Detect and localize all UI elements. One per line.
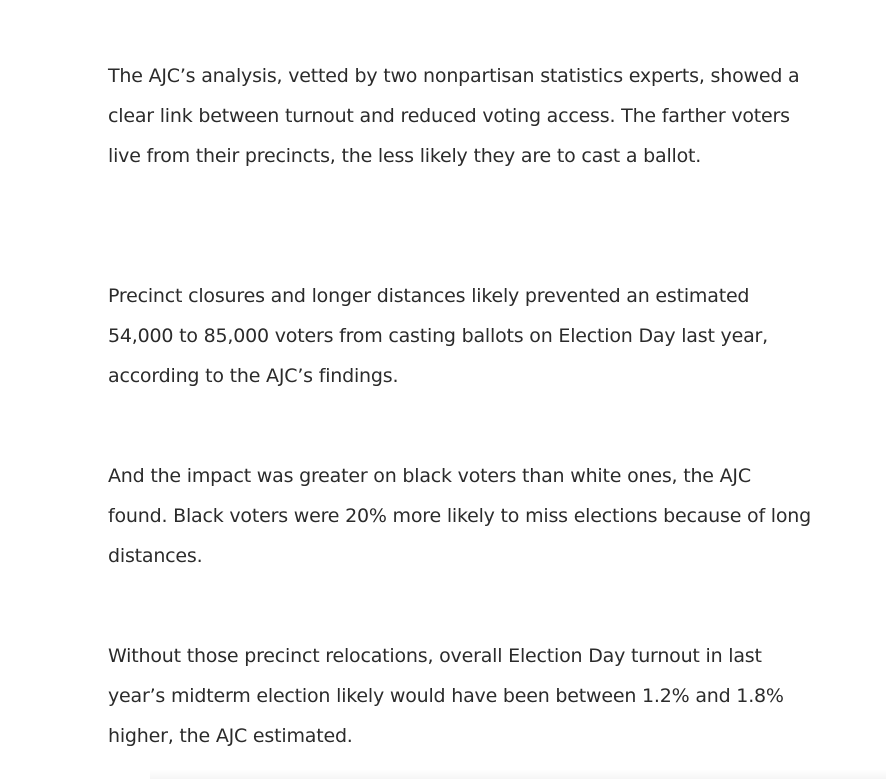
- article-paragraph-impact: And the impact was greater on black voters than white ones, the AJC found. Black voters were 20% more likely to miss elections because of long distances.: [108, 465, 811, 567]
- bottom-shadow: [150, 770, 886, 779]
- article-paragraph-analysis: The AJC’s analysis, vetted by two nonpartisan statistics experts, showed a clear link between turnout and reduced voting access. The farther voters live from their precincts, the less likely they are to cast a ballot.: [108, 65, 800, 167]
- article-paragraph-turnout: Without those precinct relocations, overall Election Day turnout in last year’s midterm election likely would have been between 1.2% and 1.8% higher, the AJC estimated.: [108, 645, 784, 747]
- article-paragraph-closures: Precinct closures and longer distances likely prevented an estimated 54,000 to 85,000 voters from casting ballots on Election Day last year, according to the AJC’s findings.: [108, 285, 768, 387]
